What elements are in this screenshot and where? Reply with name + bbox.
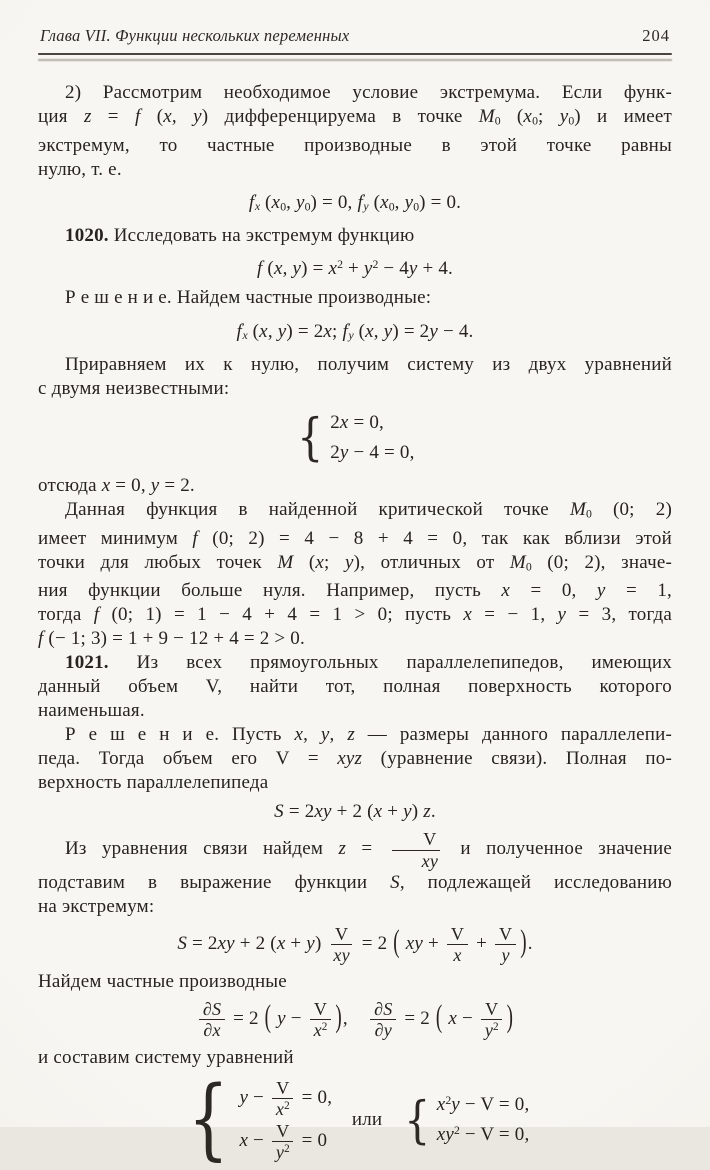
- text-run: подставим в выражение функции S, подлежащей исследованию: [38, 871, 673, 893]
- text-run: $xy^2 - V = 0$,: [436, 1123, 530, 1145]
- text-line: [38, 527, 672, 551]
- fraction: [329, 924, 353, 965]
- text-run: и полученное значение: [445, 838, 672, 860]
- fraction-denominator: xy: [421, 850, 439, 871]
- text-line: [38, 970, 672, 994]
- text-line: [38, 286, 672, 310]
- text-run: = 2: [399, 1008, 435, 1030]
- text-run: Данная функция в найденной критической точке $M_0$ (0; 2): [65, 499, 672, 521]
- text-run: точки для любых точек M (x; y), отличных от $M_0$ (0; 2), значе-: [38, 551, 672, 574]
- text-run: тогда f (0; 1) = 1 − 4 + 4 = 1 > 0; пусть x = − 1, y = 3, тогда: [38, 604, 673, 626]
- fraction: [370, 999, 396, 1040]
- text-run: ция z = f (x, y) дифференцируема в точке $M_0$ ($x_0$; $y_0$) и имеет: [38, 106, 672, 128]
- paragraph: [38, 498, 672, 651]
- text-run: +: [471, 932, 492, 954]
- text-run: x −: [239, 1130, 269, 1152]
- text-run: 1021. Из всех прямоугольных параллелепипедов, имеющих: [65, 652, 672, 674]
- text-run: верхность параллелепипеда: [38, 772, 269, 794]
- text-run: f (x, $y) = x^2 + y^2 - 4y + 4$.: [256, 258, 453, 280]
- fraction-numerator: V: [447, 924, 468, 945]
- text-run: S = 2xy + 2 (x + y): [177, 932, 327, 954]
- text-line: [38, 871, 672, 895]
- text-line: [38, 474, 672, 498]
- text-line: [38, 224, 672, 248]
- page-number: 204: [642, 26, 670, 45]
- big-paren: (: [393, 924, 400, 960]
- paragraph: [38, 723, 672, 795]
- text-run: = 0,: [296, 1086, 333, 1108]
- text-run: ,: [342, 1008, 368, 1030]
- text-line: [38, 627, 672, 651]
- system-line: [330, 408, 414, 438]
- fraction: [481, 999, 503, 1040]
- text-run: .: [527, 932, 533, 954]
- text-run: S = 2xy + 2 (x + y) z.: [274, 801, 436, 823]
- fraction-numerator: V: [331, 924, 352, 945]
- paragraph: [38, 829, 672, 918]
- paragraph: [38, 474, 672, 498]
- text-line: [38, 498, 672, 527]
- paragraph: [38, 1046, 672, 1070]
- system-lines: [437, 1090, 530, 1149]
- formula: [38, 406, 672, 469]
- fraction: [272, 1078, 294, 1119]
- system-line: [239, 1120, 332, 1163]
- fraction-denominator: $x^2$: [275, 1098, 290, 1119]
- text-line: [38, 699, 672, 723]
- text-run: Приравняем их к нулю, получим систему из двух уравнений: [65, 354, 672, 376]
- text-run: наименьшая.: [38, 700, 145, 722]
- text-run: 2) Рассмотрим необходимое условие экстремума. Если функ-: [65, 82, 672, 103]
- fraction-numerator: ∂S: [370, 999, 396, 1020]
- text-line: [38, 158, 672, 182]
- paragraph: [38, 353, 672, 401]
- fraction-numerator: V: [495, 924, 516, 945]
- running-head: [38, 24, 672, 53]
- text-run: ния функции больше нуля. Например, пусть x = 0, y = 1,: [38, 580, 673, 602]
- formula: [38, 253, 672, 281]
- text-run: 2y − 4 = 0,: [330, 441, 415, 463]
- text-run: Р е ш е н и е. Найдем частные производные:: [65, 287, 432, 309]
- fraction: [495, 924, 516, 965]
- text-line: [38, 353, 672, 377]
- fraction-denominator: $x^2$: [313, 1020, 328, 1041]
- text-line: [38, 723, 672, 747]
- page-content: [38, 61, 673, 1170]
- text-line: [38, 551, 672, 580]
- system-brace: {: [187, 1068, 229, 1170]
- running-head-title: Глава VII. Функции нескольких переменных: [40, 26, 350, 45]
- text-line: [38, 105, 672, 134]
- big-paren: (: [264, 1000, 272, 1035]
- text-line: [38, 1046, 672, 1070]
- paragraph: [38, 81, 672, 182]
- fraction: [310, 999, 332, 1040]
- text-run: и составим систему уравнений: [38, 1046, 294, 1068]
- system-brace: {: [297, 407, 324, 467]
- fraction-numerator: V: [481, 999, 502, 1020]
- text-run: с двумя неизвестными:: [38, 378, 230, 400]
- fraction-numerator: V: [310, 999, 331, 1020]
- text-run: данный объем V, найти тот, полная поверхность которого: [38, 676, 672, 698]
- text-line: [38, 675, 672, 699]
- fraction-numerator: ∂S: [199, 999, 225, 1020]
- text-run: нулю, т. е.: [38, 158, 122, 180]
- system-line: [330, 438, 414, 468]
- formula: [38, 800, 672, 824]
- big-paren: (: [435, 1000, 443, 1035]
- text-run: педа. Тогда объем его V = xyz (уравнение связи). Полная по-: [38, 748, 672, 770]
- fraction-numerator: V: [272, 1078, 293, 1099]
- fraction-denominator: xy: [333, 944, 350, 965]
- equation-system: [402, 1090, 529, 1149]
- fraction-numerator: V: [272, 1121, 293, 1142]
- text-run: y −: [239, 1086, 269, 1108]
- text-line: [38, 134, 672, 158]
- header-rule: [38, 53, 672, 55]
- equation-system: [295, 408, 414, 467]
- formula: [38, 924, 672, 965]
- fraction: [199, 999, 225, 1040]
- formula: [38, 999, 672, 1040]
- system-line: [239, 1077, 332, 1120]
- text-run: 1020. Исследовать на экстремум функцию: [65, 225, 415, 247]
- paragraph: [38, 286, 672, 310]
- system-lines: [330, 408, 414, 467]
- text-line: [38, 771, 672, 795]
- text-run: 2x = 0,: [330, 412, 385, 434]
- text-run: = 2: [356, 932, 393, 954]
- text-line: [38, 579, 672, 603]
- fraction: [272, 1121, 294, 1162]
- system-line: [437, 1120, 530, 1150]
- text-run: Р е ш е н и е. Пусть x, y, z — размеры данного параллелепи-: [65, 724, 673, 746]
- text-line: [38, 747, 672, 771]
- fraction-denominator: $y^2$: [484, 1020, 499, 1041]
- text-run: = 2: [228, 1008, 264, 1030]
- text-run: имеет минимум f (0; 2) = 4 − 8 + 4 = 0, так как вблизи этой: [38, 527, 672, 549]
- text-run: y −: [277, 1008, 307, 1030]
- text-run: Из уравнения связи найдем z =: [65, 838, 388, 860]
- text-line: [38, 377, 672, 401]
- fraction-denominator: y: [501, 944, 510, 965]
- text-line: [38, 603, 672, 627]
- text-run: Найдем частные производные: [38, 971, 287, 993]
- text-run: f (− 1; 3) = 1 + 9 − 12 + 4 = 2 > 0.: [38, 628, 305, 650]
- equation-system: [181, 1068, 333, 1170]
- text-run: $f'_x$ (x, y) = 2x; $f'_y$ (x, y) = 2y − 4.: [236, 320, 474, 343]
- paragraph: [38, 224, 672, 248]
- formula: [38, 1068, 672, 1170]
- text-run: отсюда x = 0, y = 2.: [38, 475, 195, 497]
- big-paren: ): [335, 1000, 342, 1035]
- text-run: на экстремум:: [38, 895, 155, 917]
- system-line: [437, 1090, 530, 1120]
- text-run: xy +: [405, 932, 444, 954]
- fraction-denominator: ∂y: [374, 1020, 392, 1041]
- text-line: [38, 895, 672, 919]
- paragraph: [38, 970, 672, 994]
- text-run: экстремум, то частные производные в этой точке равны: [38, 134, 672, 156]
- text-line: [38, 651, 672, 675]
- system-brace: {: [404, 1090, 431, 1149]
- text-line: [38, 81, 672, 105]
- fraction: [391, 829, 442, 870]
- text-run: $x^2y - V = 0$,: [436, 1094, 530, 1116]
- fraction: [447, 924, 468, 965]
- text-run: или: [342, 1108, 393, 1130]
- fraction-denominator: ∂x: [203, 1020, 221, 1041]
- big-paren: ): [506, 1000, 514, 1035]
- paragraph: [38, 651, 672, 723]
- text-line: [38, 829, 672, 870]
- text-run: x −: [448, 1008, 478, 1030]
- header-rule-shadow: [38, 59, 672, 61]
- formula: [38, 187, 672, 220]
- fraction-denominator: x: [453, 944, 462, 965]
- fraction-denominator: $y^2$: [275, 1142, 290, 1163]
- formula: [38, 315, 672, 348]
- big-paren: ): [520, 924, 527, 960]
- fraction-numerator: V: [392, 829, 440, 850]
- system-lines: [239, 1077, 332, 1164]
- text-run: = 0: [296, 1130, 328, 1152]
- text-run: $f'_x$ ($x_0$, $y_0) = 0$, $f'_y$ ($x_0$, $y_0) = 0$.: [248, 191, 462, 214]
